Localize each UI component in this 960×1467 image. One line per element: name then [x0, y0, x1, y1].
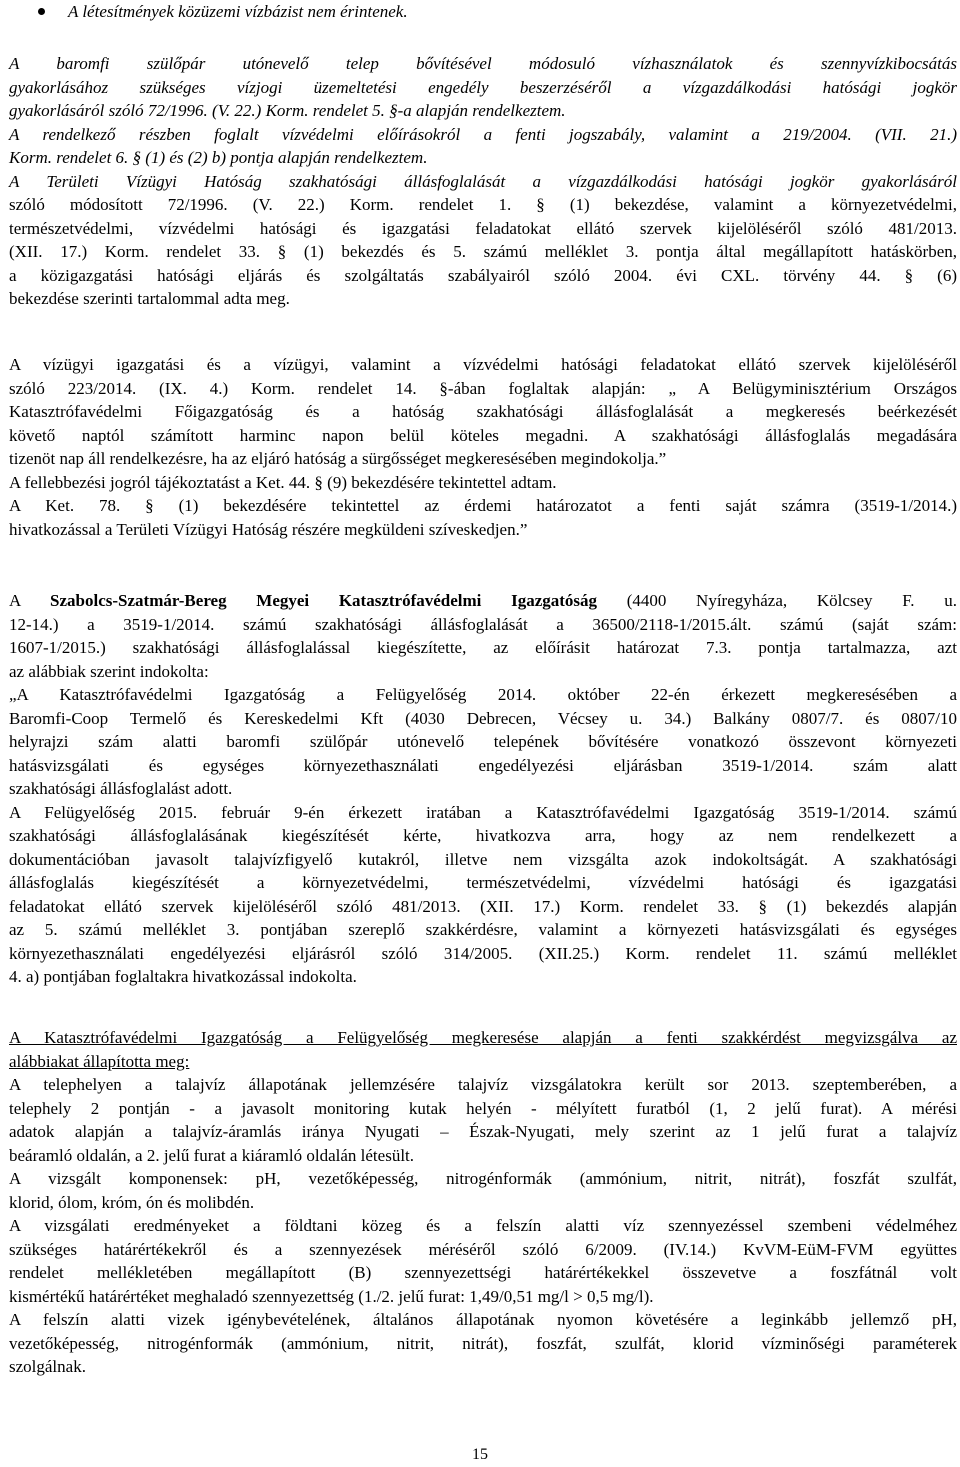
text-line: a közigazgatási hatósági eljárás és szolgáltatás szabályairól szóló 2004. évi CXL. törvény 44. § (6) — [9, 265, 957, 285]
text-line: A rendelkező részben foglalt vízvédelmi előírásokról a fenti jogszabály, valamint a 219/2004. (VII. 21.) — [9, 124, 957, 144]
text-line: adatok alapján a talajvíz-áramlás iránya Nyugati – Észak-Nyugati, mely szerint az 1 jelű furat a talajvíz — [9, 1122, 957, 1141]
underlined-line: A Katasztrófavédelmi Igazgatóság a Felügyelőség megkeresése alapján a fenti szakkérdést megvizsgálva az — [9, 1028, 957, 1047]
text-line: az 5. számú melléklet 3. pontjában szereplő szakkérdésre, valamint a környezeti hatásvizsgálati és egységes — [9, 920, 957, 939]
text-line: bekezdése szerinti tartalommal adta meg. — [9, 289, 290, 308]
text-line: A vizsgálati eredményeket a földtani közeg és a felszín alatti víz szennyezéssel szembeni védelméhez — [9, 1216, 957, 1235]
paragraph-disaster-management — [9, 589, 957, 989]
text-line: szükséges határértékekről és a szennyezések méréséről szóló 6/2009. (IV.14.) KvVM-EüM-FVM együttes — [9, 1239, 957, 1259]
text-line: 4. a) pontjában foglaltakra hivatkozással indokolta. — [9, 967, 357, 986]
text-line: A fellebbezési jogról tájékoztatást a Ket. 44. § (9) bekezdésére tekintettel adtam. — [9, 472, 557, 492]
bullet-icon — [38, 8, 45, 15]
page-number: 15 — [472, 1446, 488, 1463]
text-line: A telephelyen a talajvíz állapotának jellemzésére talajvíz vizsgálatokra került sor 2013. szeptemberében, a — [9, 1075, 957, 1094]
text-line: A baromfi szülőpár utónevelő telep bővítésével módosuló vízhasználatok és szennyvízkibocsátás — [9, 54, 957, 73]
text-line: klorid, ólom, króm, ón és molibdén. — [9, 1192, 255, 1212]
text-line: beáramló oldalán, a 2. jelű furat a kiáramló oldalán létesült. — [9, 1145, 415, 1165]
text-line: követő naptól számított harminc napon belül köteles megadni. A szakhatósági állásfoglalás megadására — [9, 425, 957, 445]
paragraph-findings — [9, 1026, 957, 1379]
text-line: szolgálnak. — [9, 1357, 86, 1376]
text-line: környezethasználati engedélyezési eljárásról szóló 314/2005. (XII.25.) Korm. rendelet 11. számú melléklet — [9, 943, 957, 963]
text-line: állásfoglalás kiegészítését a környezetvédelmi, természetvédelmi, vízvédelmi hatósági és igazgatási — [9, 873, 957, 892]
text-line: 12-14.) a 3519-1/2014. számú szakhatósági állásfoglalását a 36500/2118-1/2015.ált. számú (saját szám: — [9, 614, 957, 634]
text-line: (XII. 17.) Korm. rendelet 33. § (1) bekezdés és 5. számú melléklet 3. pontja által megállapított hatáskörben, — [9, 242, 957, 261]
text-line: vezetőképesség, nitrogénformák (ammónium, nitrit, nitrát), foszfát, szulfát, klorid vízminőségi paraméterek — [9, 1333, 957, 1353]
underlined-line: alábbiakat állapította meg: — [9, 1051, 190, 1071]
text-line: Korm. rendelet 6. § (1) és (2) b) pontja alapján rendelkeztem. — [9, 148, 428, 167]
text-line: szakhatósági állásfoglalásának kiegészítését kérte, hivatkozva arra, hogy az nem rendelkezett a — [9, 826, 957, 845]
text-line: Katasztrófavédelmi Főigazgatóság és a hatóság szakhatósági állásfoglalását a megkeresés beérkezését — [9, 402, 957, 421]
text-line: telephely 2 pontján - a javasolt monitoring kutak helyén - mélyített furatból (1, 2 jelű furat). A mérési — [9, 1098, 957, 1118]
text-line: rendelet mellékletében megállapított (B) szennyezettségi határértékekkel összevetve a foszfátnál volt — [9, 1263, 957, 1282]
text-line: szóló 223/2014. (IX. 4.) Korm. rendelet 14. §-ában foglaltak alapján: „ A Belügyminisztérium Országos — [9, 378, 957, 398]
text-line: hivatkozással a Területi Vízügyi Hatóság részére megküldeni szíveskedjen.” — [9, 519, 528, 539]
paragraph-water-permit — [9, 52, 957, 311]
text-line: feladatokat ellátó szervek kijelöléséről szóló 481/2013. (XII. 17.) Korm. rendelet 33. § (1) bekezdés alapján — [9, 896, 957, 916]
text-line: 1607-1/2015.) szakhatósági állásfoglalással kiegészítette, az előírásit határozat 7.3. pontja tartalmazza, azt — [9, 638, 957, 657]
text-line: A felszín alatti vizek igénybevételének, általános állapotának nyomon követésére a leginkább jellemző pH, — [9, 1310, 957, 1329]
text-line: A vizsgált komponensek: pH, vezetőképesség, nitrogénformák (ammónium, nitrit, nitrát), foszfát szulfát, — [9, 1169, 957, 1188]
text-line: Baromfi-Coop Termelő és Kereskedelmi Kft (4030 Debrecen, Vécsey u. 34.) Balkány 0807/7. és 0807/10 — [9, 708, 957, 728]
text-line: A Szabolcs-Szatmár-Bereg Megyei Katasztrófavédelmi Igazgatóság (4400 Nyíregyháza, Kölcsey F. u. — [9, 591, 957, 610]
text-line: az alábbiak szerint indokolta: — [9, 661, 209, 681]
authority-name: Szabolcs-Szatmár-Bereg Megyei Katasztrófavédelmi Igazgatóság — [50, 591, 598, 610]
text-line: gyakorlásához szükséges vízjogi üzemeltetési engedély beszerzéséről a vízgazdálkodási hatósági jogkör — [9, 77, 957, 97]
text-line: dokumentációban javasolt talajvízfigyelő kutakról, illetve nem vizsgálta azok indokoltságát. A szakhatósági — [9, 849, 957, 869]
text-line: gyakorlásáról szóló 72/1996. (V. 22.) Korm. rendelet 5. §-a alapján rendelkeztem. — [9, 101, 566, 120]
text-line: szakhatósági állásfoglalást adott. — [9, 779, 233, 798]
paragraph-water-authority — [9, 353, 957, 541]
text-line: szóló módosított 72/1996. (V. 22.) Korm. rendelet 1. § (1) bekezdése, valamint a környezetvédelmi, — [9, 195, 957, 214]
text-line: tizenöt nap áll rendelkezésre, ha az eljáró hatóság a sürgősséget megkeresésében megindokolja.” — [9, 449, 667, 468]
text-line: A vízügyi igazgatási és a vízügyi, valamint a vízvédelmi hatósági feladatokat ellátó szervek kijelöléséről — [9, 355, 957, 374]
text-line: „A Katasztrófavédelmi Igazgatóság a Felügyelőség 2014. október 22-én érkezett megkeresésében a — [9, 685, 957, 704]
text-line: A Területi Vízügyi Hatóság szakhatósági állásfoglalását a vízgazdálkodási hatósági jogkör gyakorlásáról — [9, 171, 957, 191]
text-line: helyrajzi szám alatti baromfi szülőpár utónevelő telepének bővítésére vonatkozó összevont környezeti — [9, 732, 957, 751]
text-line: természetvédelmi, vízvédelmi hatósági és igazgatási feladatokat ellátó szervek kijelöléséről szóló 481/2013. — [9, 218, 957, 238]
bullet-text: A létesítmények közüzemi vízbázist nem érintenek. — [68, 2, 408, 21]
text-line: hatásvizsgálati és egységes környezethasználati engedélyezési eljárásban 3519-1/2014. szám alatt — [9, 755, 957, 775]
text-line: A Felügyelőség 2015. február 9-én érkezett iratában a Katasztrófavédelmi Igazgatóság 3519-1/2014. számú — [9, 802, 957, 822]
text-line: kismértékű határértéket meghaladó szennyezettség (1./2. jelű furat: 1,49/0,51 mg/l > 0,5 mg/l). — [9, 1286, 654, 1306]
text-line: A Ket. 78. § (1) bekezdésére tekintettel az érdemi határozatot a fenti saját számra (3519-1/2014.) — [9, 496, 957, 515]
